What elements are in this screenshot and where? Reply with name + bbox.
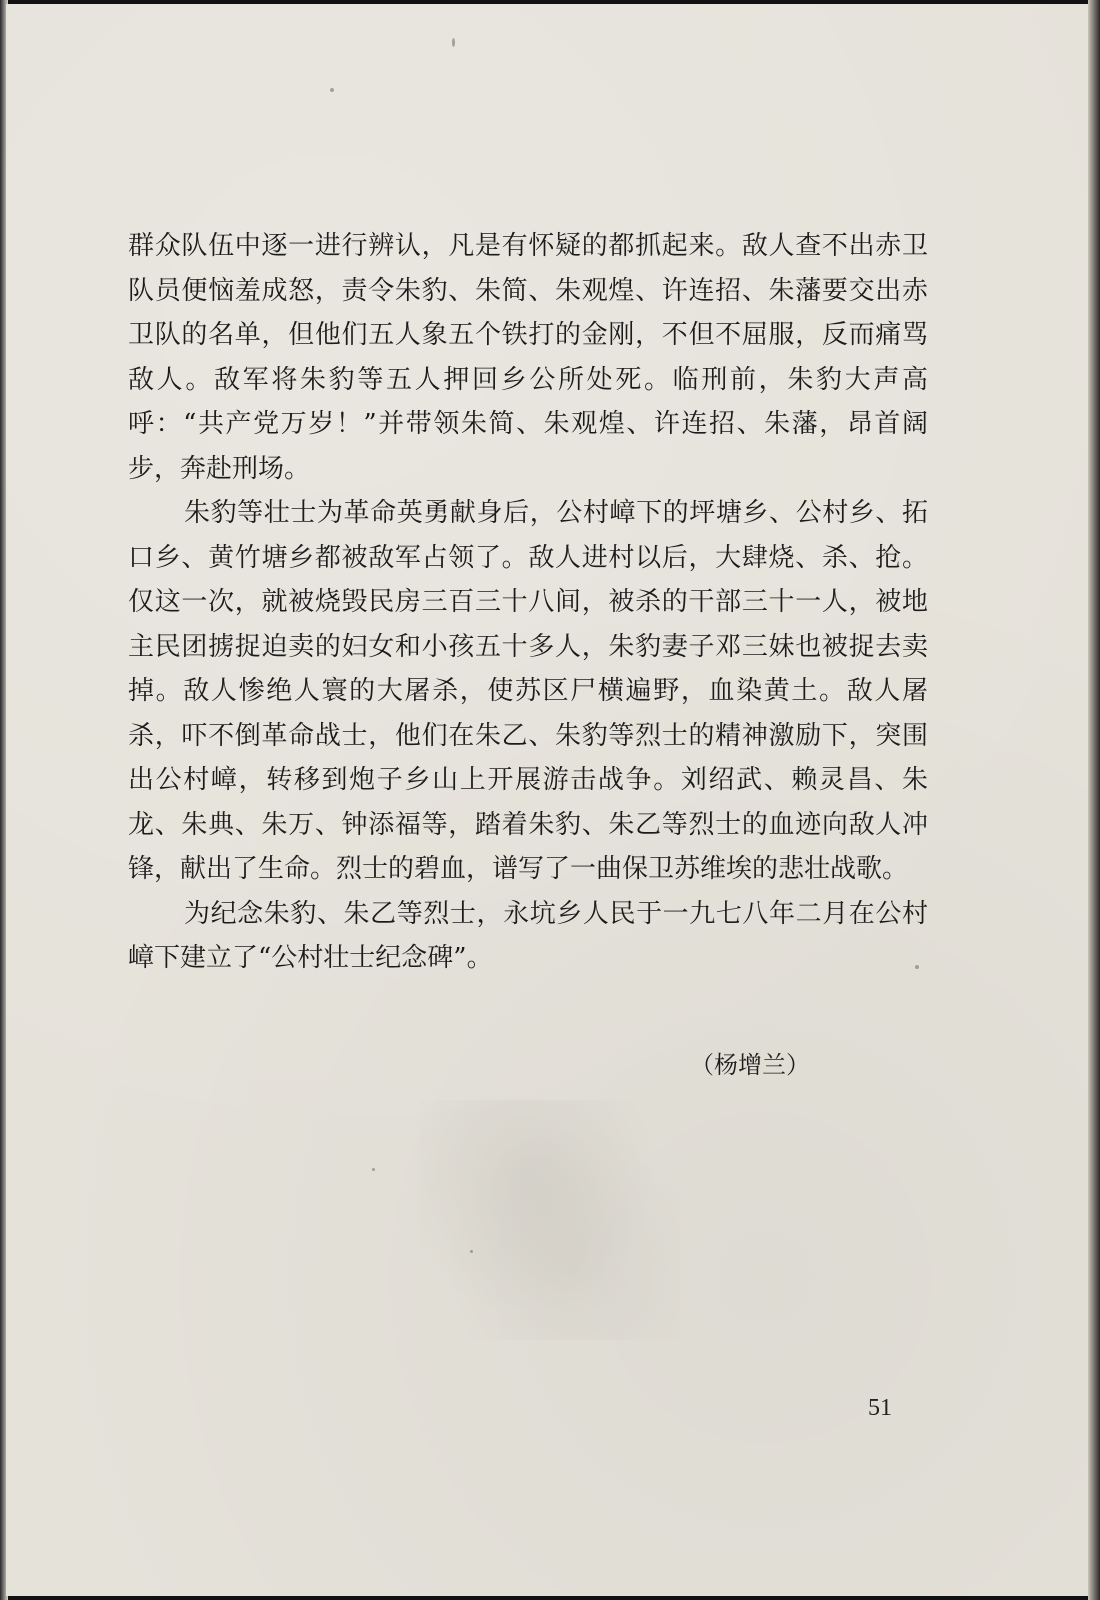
page-number: 51 <box>868 1395 892 1421</box>
bleed-through-marks <box>420 1100 680 1340</box>
paragraph-massacre: 朱豹等壮士为革命英勇献身后，公村嶂下的坪塘乡、公村乡、拓口乡、黄竹塘乡都被敌军占领了。敌人进村以后，大肆烧、杀、抢。仅这一次，就被烧毁民房三百三十八间，被杀的干部三十一人，被地主民团掳捉迫卖的妇女和小孩五十多人，朱豹妻子邓三妹也被捉去卖掉。敌人惨绝人寰的大屠杀，使苏区尸横遍野，血染黄土。敌人屠杀，吓不倒革命战士，他们在朱乙、朱豹等烈士的精神激励下，突围出公村嶂，转移到炮子乡山上开展游击战争。刘绍武、赖灵昌、朱龙、朱典、朱万、钟添福等，踏着朱豹、朱乙等烈士的血迹向敌人冲锋，献出了生命。烈士的碧血，谱写了一曲保卫苏维埃的悲壮战歌。 <box>128 498 928 884</box>
paragraph-memorial: 为纪念朱豹、朱乙等烈士，永坑乡人民于一九七八年二月在公村嶂下建立了“公村壮士纪念碑”。 <box>128 898 928 973</box>
scan-edge-right <box>1088 0 1100 1600</box>
speck-mark <box>330 88 334 92</box>
body-text <box>128 224 928 981</box>
author-credit: （杨增兰） <box>690 1051 810 1079</box>
speck-mark <box>372 1168 375 1171</box>
speck-mark <box>452 38 455 47</box>
paragraph-continued: 群众队伍中逐一进行辨认，凡是有怀疑的都抓起来。敌人查不出赤卫队员便恼羞成怒，责令朱豹、朱简、朱观煌、许连招、朱藩要交出赤卫队的名单，但他们五人象五个铁打的金刚，不但不屈服，反而痛骂敌人。敌军将朱豹等五人押回乡公所处死。临刑前，朱豹大声高呼：“共产党万岁！”并带领朱简、朱观煌、许连招、朱藩，昂首阔步，奔赴刑场。 <box>128 231 928 484</box>
speck-mark <box>470 1250 473 1253</box>
